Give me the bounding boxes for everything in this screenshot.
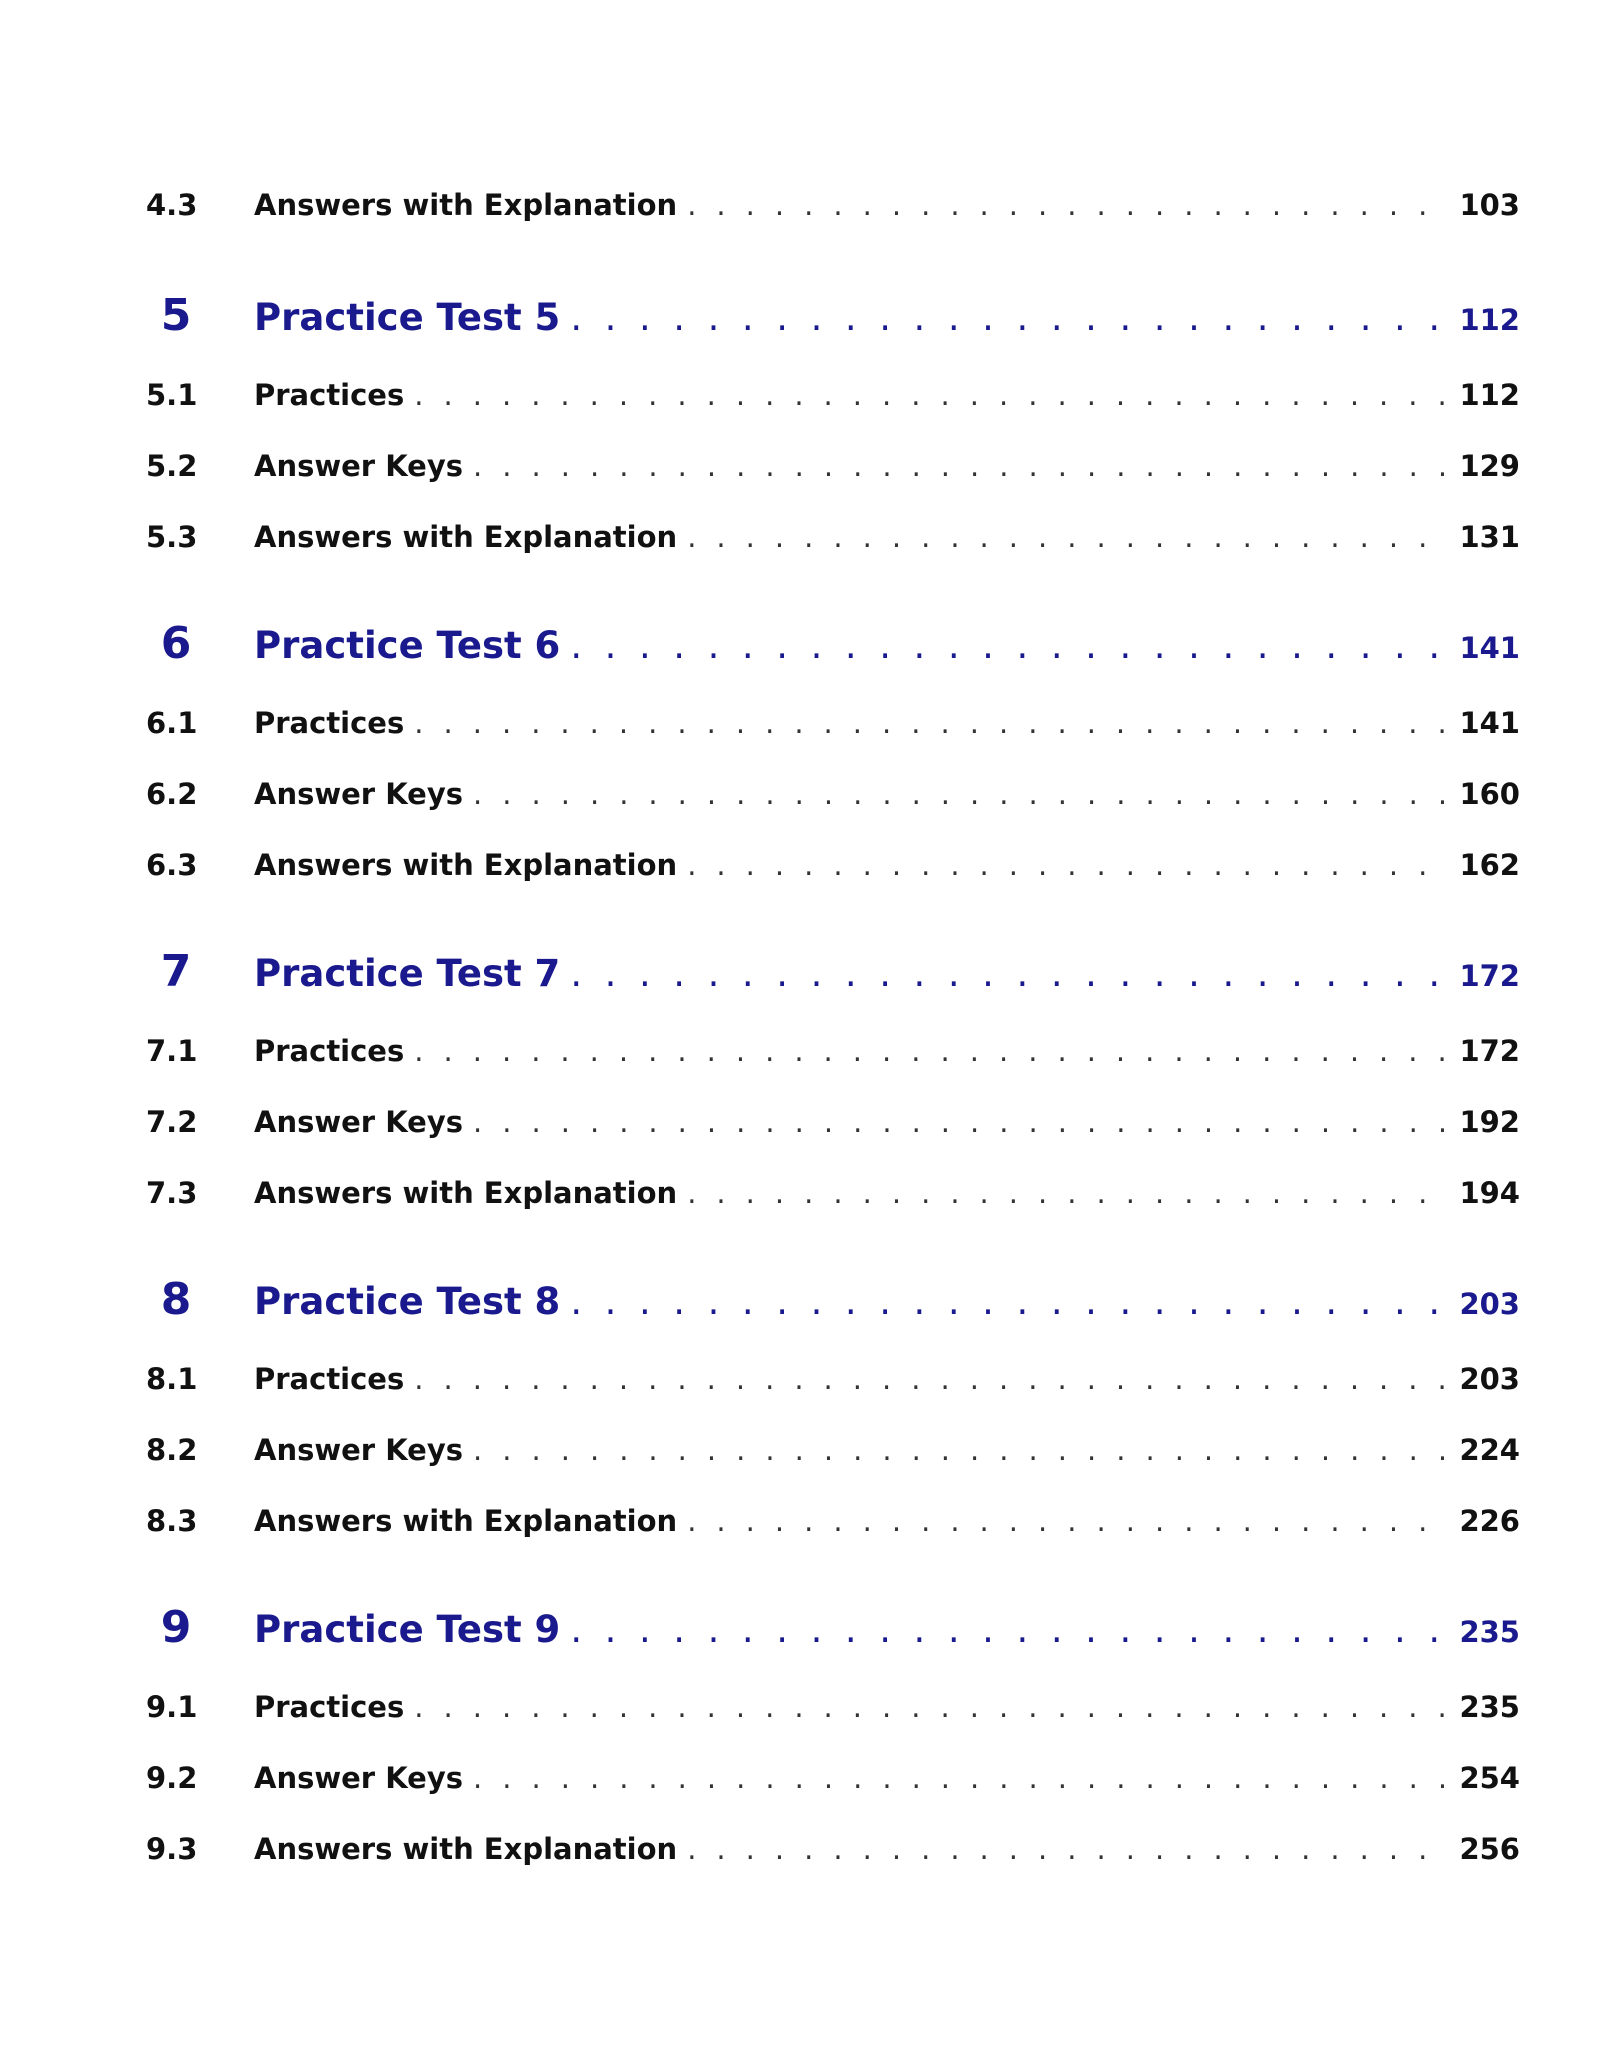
chapter-title: Practice Test 5: [254, 296, 561, 339]
toc-section-entry[interactable]: [146, 188, 1520, 222]
page-number: 194: [1459, 1176, 1520, 1210]
dot-leader: [414, 1362, 1449, 1396]
page-number: 172: [1459, 959, 1520, 993]
dot-leader: [473, 777, 1449, 811]
section-number: 8.2: [146, 1433, 198, 1467]
page-number: 254: [1459, 1761, 1520, 1795]
section-number: 6.3: [146, 848, 198, 882]
chapter-title: Practice Test 7: [254, 952, 561, 995]
section-number: 4.3: [146, 188, 198, 222]
page-number: 103: [1459, 188, 1520, 222]
chapter-title: Practice Test 9: [254, 1608, 561, 1651]
dot-leader: [473, 1105, 1449, 1139]
page-number: 256: [1459, 1832, 1520, 1866]
section-title: Practices: [254, 706, 405, 740]
dot-leader: [687, 1832, 1449, 1866]
toc-section-entry[interactable]: [146, 1034, 1520, 1068]
toc-chapter-entry[interactable]: [146, 1274, 1520, 1325]
section-title: Answers with Explanation: [254, 848, 678, 882]
toc-chapter-entry[interactable]: [146, 946, 1520, 997]
page-number: 235: [1459, 1690, 1520, 1724]
page-number: 172: [1459, 1034, 1520, 1068]
chapter-title: Practice Test 8: [254, 1280, 561, 1323]
dot-leader: [414, 1690, 1449, 1724]
dot-leader: [570, 1608, 1449, 1651]
dot-leader: [687, 188, 1449, 222]
dot-leader: [473, 449, 1449, 483]
page-number: 141: [1459, 631, 1520, 665]
page-number: 129: [1459, 449, 1520, 483]
page-number: 112: [1459, 303, 1520, 337]
section-title: Answer Keys: [254, 777, 464, 811]
section-number: 9.1: [146, 1690, 198, 1724]
dot-leader: [414, 706, 1449, 740]
page-number: 224: [1459, 1433, 1520, 1467]
toc-section-entry[interactable]: [146, 1504, 1520, 1538]
page-number: 162: [1459, 848, 1520, 882]
section-number: 9.2: [146, 1761, 198, 1795]
dot-leader: [570, 1280, 1449, 1323]
section-title: Answers with Explanation: [254, 1832, 678, 1866]
section-title: Practices: [254, 1034, 405, 1068]
toc-section-entry[interactable]: [146, 1761, 1520, 1795]
toc-section-entry[interactable]: [146, 1690, 1520, 1724]
chapter-number: 9: [160, 1602, 192, 1653]
section-number: 7.2: [146, 1105, 198, 1139]
chapter-number: 8: [160, 1274, 192, 1325]
dot-leader: [687, 1504, 1449, 1538]
section-number: 7.3: [146, 1176, 198, 1210]
section-title: Practices: [254, 1690, 405, 1724]
page-number: 160: [1459, 777, 1520, 811]
toc-section-entry[interactable]: [146, 520, 1520, 554]
toc-section-entry[interactable]: [146, 449, 1520, 483]
section-number: 6.2: [146, 777, 198, 811]
section-number: 7.1: [146, 1034, 198, 1068]
toc-section-entry[interactable]: [146, 1105, 1520, 1139]
chapter-number: 6: [160, 618, 192, 669]
dot-leader: [687, 520, 1449, 554]
section-title: Practices: [254, 378, 405, 412]
toc-section-entry[interactable]: [146, 1176, 1520, 1210]
section-number: 9.3: [146, 1832, 198, 1866]
section-title: Answers with Explanation: [254, 188, 678, 222]
section-number: 6.1: [146, 706, 198, 740]
chapter-title: Practice Test 6: [254, 624, 561, 667]
page-number: 141: [1459, 706, 1520, 740]
section-title: Answers with Explanation: [254, 1176, 678, 1210]
section-number: 5.1: [146, 378, 198, 412]
toc-section-entry[interactable]: [146, 1433, 1520, 1467]
page-number: 192: [1459, 1105, 1520, 1139]
section-title: Answer Keys: [254, 1761, 464, 1795]
section-title: Practices: [254, 1362, 405, 1396]
page-number: 203: [1459, 1362, 1520, 1396]
toc-section-entry[interactable]: [146, 777, 1520, 811]
section-number: 5.3: [146, 520, 198, 554]
chapter-number: 5: [160, 290, 192, 341]
dot-leader: [570, 952, 1449, 995]
dot-leader: [414, 1034, 1449, 1068]
toc-section-entry[interactable]: [146, 378, 1520, 412]
toc-section-entry[interactable]: [146, 848, 1520, 882]
page-number: 226: [1459, 1504, 1520, 1538]
toc-section-entry[interactable]: [146, 1362, 1520, 1396]
chapter-number: 7: [160, 946, 192, 997]
section-title: Answers with Explanation: [254, 1504, 678, 1538]
dot-leader: [570, 296, 1449, 339]
section-title: Answer Keys: [254, 449, 464, 483]
dot-leader: [473, 1761, 1449, 1795]
dot-leader: [473, 1433, 1449, 1467]
page-number: 203: [1459, 1287, 1520, 1321]
section-title: Answer Keys: [254, 1105, 464, 1139]
page-number: 131: [1459, 520, 1520, 554]
page-number: 235: [1459, 1615, 1520, 1649]
section-title: Answers with Explanation: [254, 520, 678, 554]
dot-leader: [687, 848, 1449, 882]
dot-leader: [414, 378, 1449, 412]
toc-section-entry[interactable]: [146, 706, 1520, 740]
section-number: 8.3: [146, 1504, 198, 1538]
section-number: 8.1: [146, 1362, 198, 1396]
section-title: Answer Keys: [254, 1433, 464, 1467]
dot-leader: [570, 624, 1449, 667]
toc-section-entry[interactable]: [146, 1832, 1520, 1866]
toc-chapter-entry[interactable]: [146, 618, 1520, 669]
page-number: 112: [1459, 378, 1520, 412]
dot-leader: [687, 1176, 1449, 1210]
section-number: 5.2: [146, 449, 198, 483]
toc-chapter-entry[interactable]: [146, 1602, 1520, 1653]
toc-chapter-entry[interactable]: [146, 290, 1520, 341]
